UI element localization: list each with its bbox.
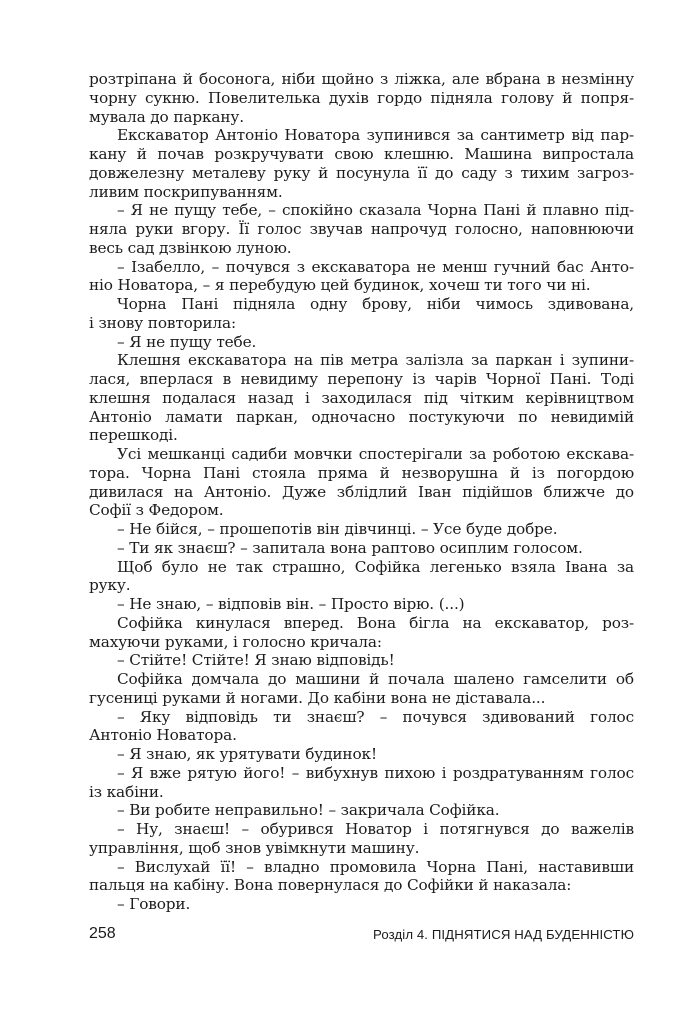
text-line: гусениці руками й ногами. До кабіни вона не діставала...	[89, 688, 546, 707]
page-number: 258	[89, 925, 116, 942]
text-line: чорну сукню. Повелителька духів гордо підняла голову й попря-	[89, 88, 634, 107]
text-line: управління, щоб знов увімкнути машину.	[89, 838, 420, 857]
text-line: – Не бійся, – прошепотів він дівчинці. – Усе буде добре.	[117, 520, 558, 538]
text-line: Антоніо ламати паркан, одночасно постукуючи по невидимій	[89, 407, 634, 426]
text-line: весь сад дзвінкою луною.	[89, 238, 292, 257]
text-line: довжелезну металеву руку й посунула її до саду з тихим загроз-	[89, 163, 634, 182]
text-line: – Я знаю, як урятувати будинок!	[117, 745, 377, 763]
text-line: Софії з Федором.	[89, 501, 224, 520]
text-line: – Ну, знаєш! – обурився Новатор і потягнувся до важелів	[117, 820, 634, 838]
text-line: махуючи руками, і голосно кричала:	[89, 632, 382, 651]
text-line: дивилася на Антоніо. Дуже зблідлий Іван підійшов ближче до	[89, 482, 634, 501]
text-line: – Вислухай її! – владно промовила Чорна Пані, наставивши	[117, 857, 634, 876]
text-line: няла руки вгору. Її голос звучав напрочуд голосно, наповнюючи	[89, 220, 634, 238]
text-line: розтріпана й босонога, ніби щойно з ліжка, але вбрана в незмінну	[89, 70, 634, 88]
section-title: Розділ 4. ПІДНЯТИСЯ НАД БУДЕННІСТЮ	[373, 927, 634, 942]
page-footer	[89, 925, 634, 947]
text-line: Софійка кинулася вперед. Вона бігла на екскаватор, роз-	[117, 613, 634, 632]
text-line: Софійка домчала до машини й почала шалено гамселити об	[117, 670, 634, 688]
text-line: – Не знаю, – відповів він. – Просто вірю. (...)	[117, 595, 465, 613]
text-line: Щоб було не так страшно, Софійка легенько взяла Івана за	[117, 557, 634, 576]
text-line: Чорна Пані підняла одну брову, ніби чимось здивована,	[117, 295, 634, 313]
text-line: і знову повторила:	[89, 313, 236, 332]
text-line: ніо Новатора, – я перебудую цей будинок, хочеш ти того чи ні.	[89, 276, 591, 295]
story-text	[89, 70, 634, 914]
text-line: – Говори.	[117, 895, 191, 913]
text-line: – Ви робите неправильно! – закричала Софійка.	[117, 801, 500, 820]
text-line: клешня подалася назад і заходилася під чітким керівництвом	[89, 388, 634, 407]
text-line: перешкоді.	[89, 426, 178, 445]
text-line: – Ізабелло, – почувся з екскаватора не менш гучний бас Анто-	[117, 257, 634, 276]
text-line: ливим поскрипуванням.	[89, 182, 283, 201]
text-line: – Я не пущу тебе, – спокійно сказала Чорна Пані й плавно під-	[117, 201, 634, 220]
text-line: Екскаватор Антоніо Новатора зупинився за сантиметр від пар-	[117, 126, 634, 145]
text-line: Усі мешканці садиби мовчки спостерігали за роботою екскава-	[117, 445, 634, 463]
text-line: тора. Чорна Пані стояла пряма й незворушна й із погордою	[89, 463, 634, 482]
text-line: – Стійте! Стійте! Я знаю відповідь!	[117, 651, 395, 670]
text-line: руку.	[89, 576, 131, 595]
text-line: лася, вперлася в невидиму перепону із чарів Чорної Пані. Тоді	[89, 370, 634, 388]
text-line: мувала до паркану.	[89, 107, 244, 126]
text-line: – Я вже рятую його! – вибухнув пихою і роздратуванням голос	[117, 763, 634, 782]
text-line: кану й почав розкручувати свою клешню. Машина випростала	[89, 145, 634, 163]
text-line: – Ти як знаєш? – запитала вона раптово осиплим голосом.	[117, 538, 583, 557]
text-line: пальця на кабіну. Вона повернулася до Софійки й наказала:	[89, 876, 572, 895]
text-line: із кабіни.	[89, 782, 164, 801]
text-line: – Я не пущу тебе.	[117, 332, 257, 351]
text-line: – Яку відповідь ти знаєш? – почувся здивований голос	[117, 707, 634, 726]
text-line: Антоніо Новатора.	[89, 726, 237, 745]
text-line: Клешня екскаватора на пів метра залізла за паркан і зупини-	[117, 351, 634, 370]
